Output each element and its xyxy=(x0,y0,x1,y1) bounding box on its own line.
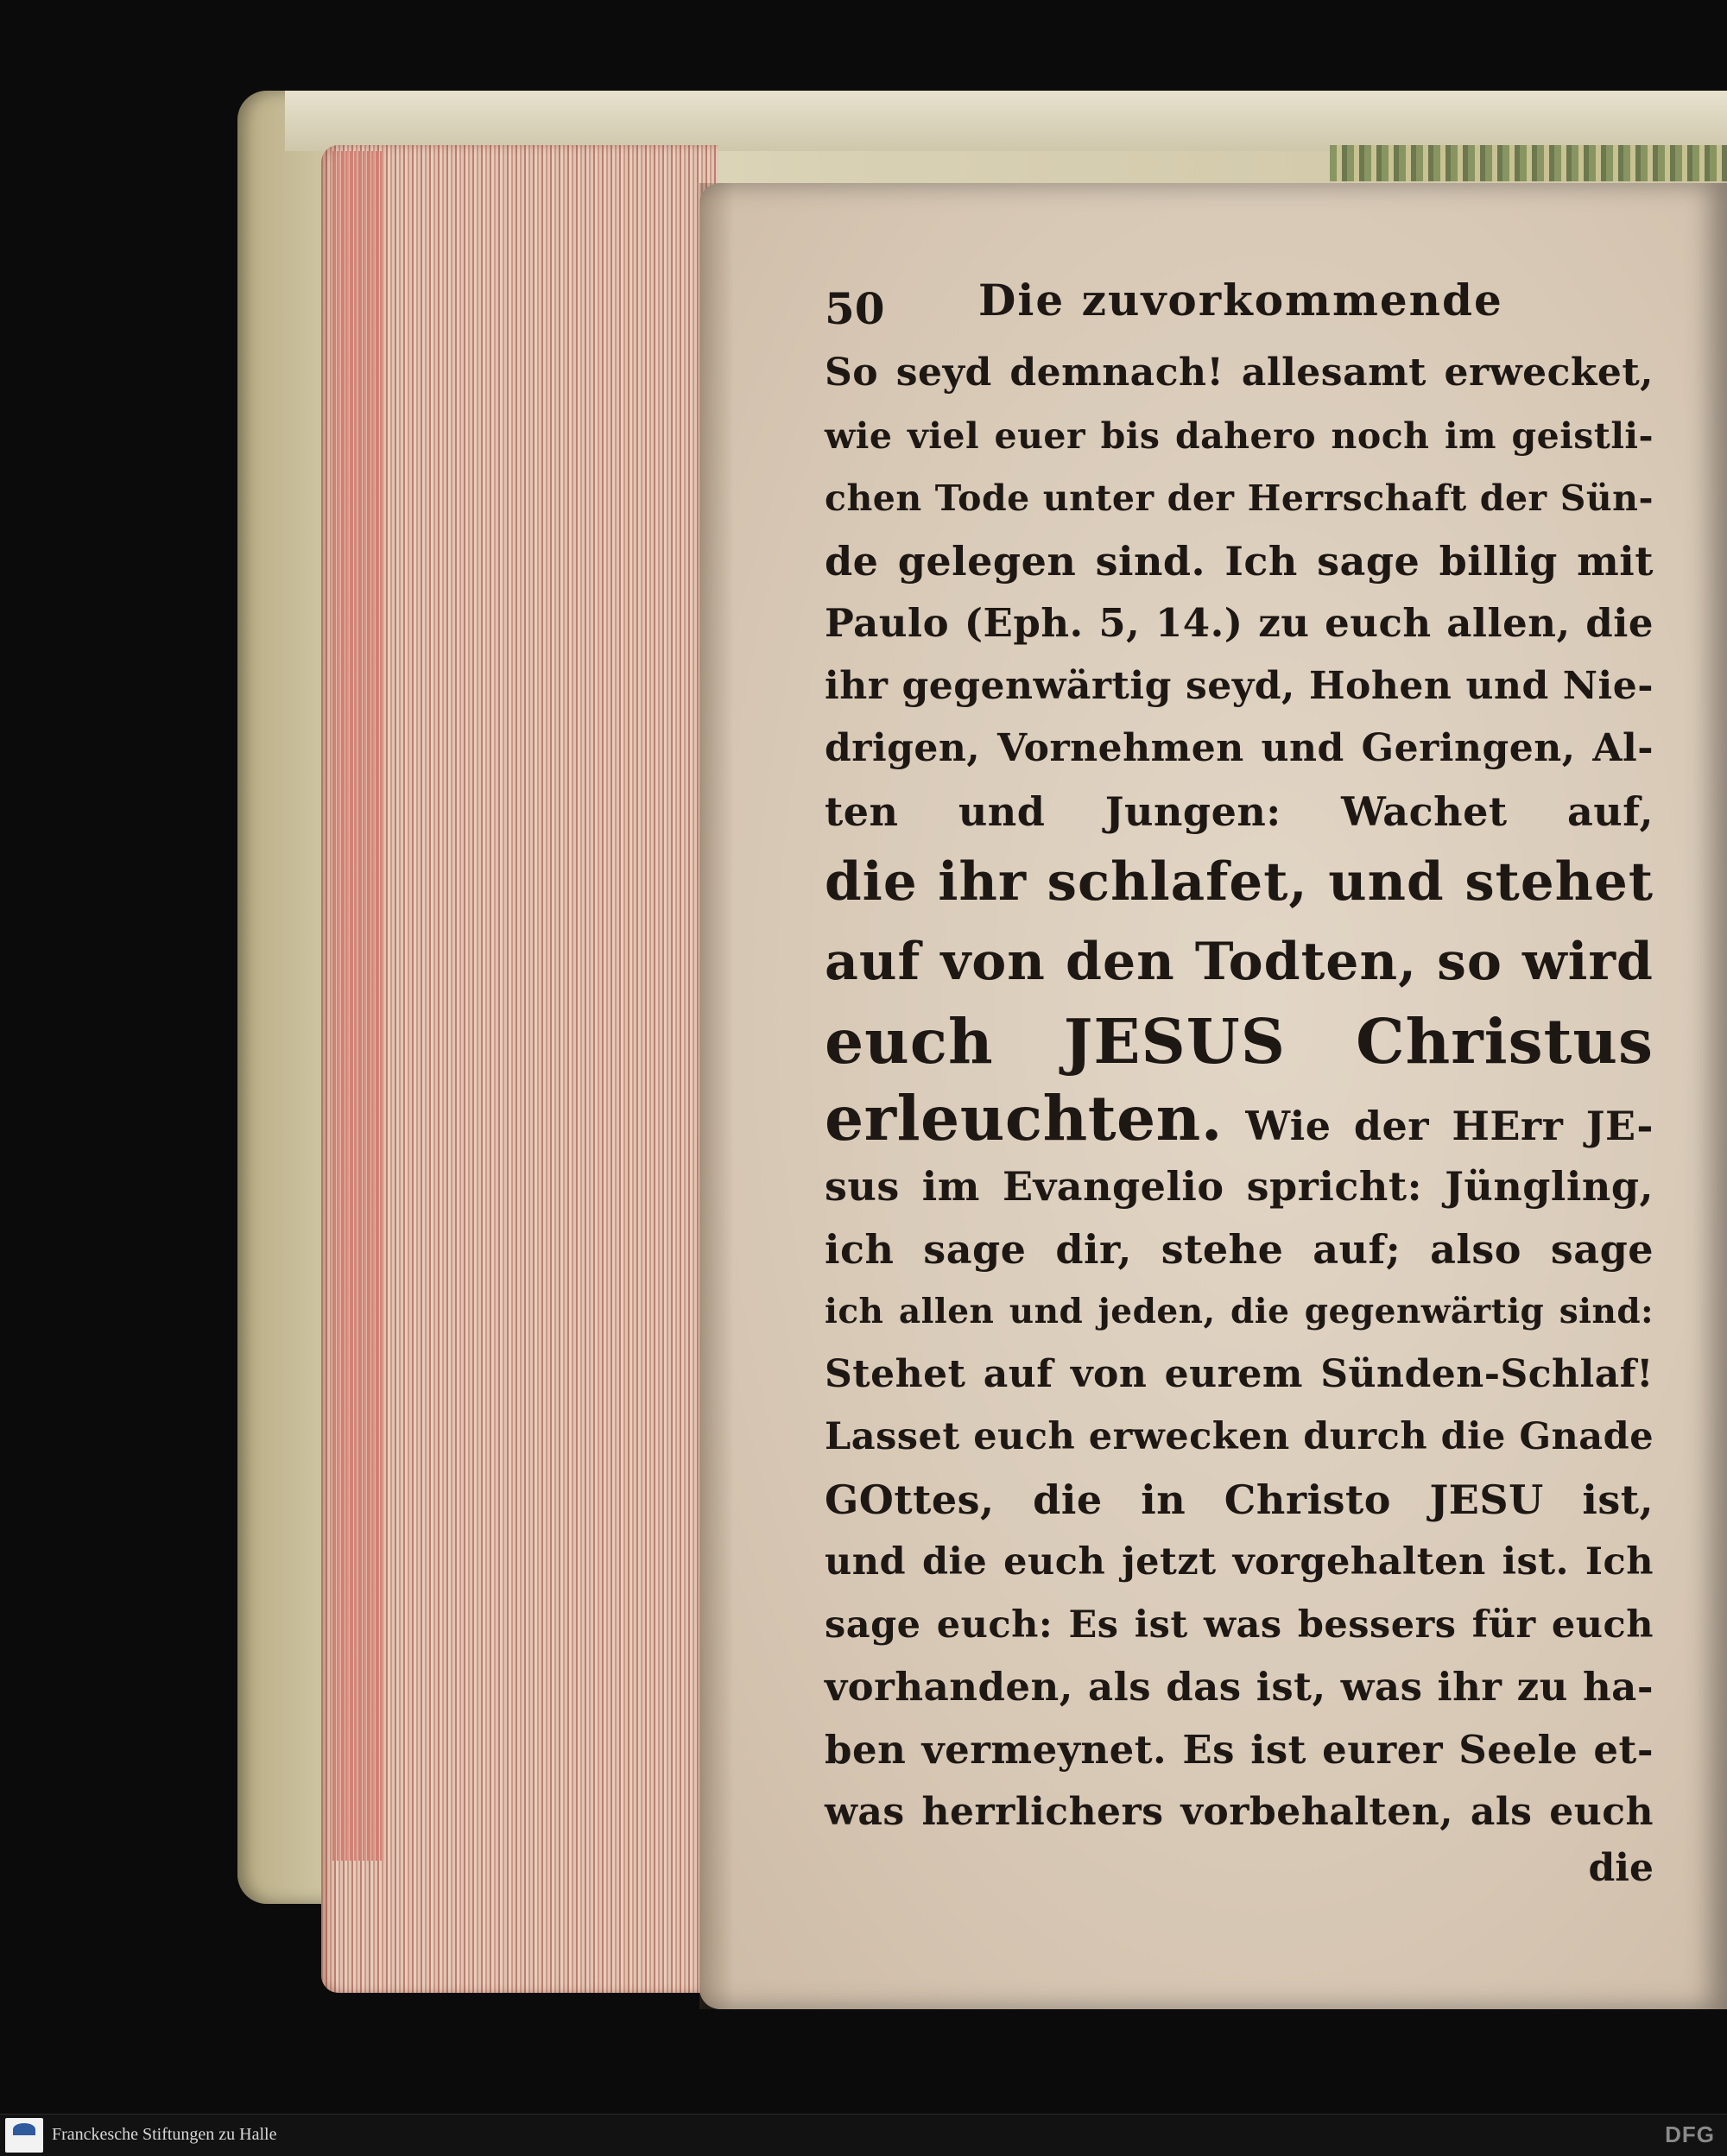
red-edge-stain xyxy=(332,151,384,1861)
text-line: Paulo (Eph. 5, 14.) zu euch allen, die xyxy=(825,600,1654,646)
catchword: die xyxy=(1588,1845,1654,1890)
institution-name: Franckesche Stiftungen zu Halle xyxy=(52,2125,277,2144)
text-line: ten und Jungen: Wachet auf, xyxy=(825,787,1654,835)
text-line: de gelegen sind. Ich sage billig mit xyxy=(825,537,1654,585)
running-head: Die zuvorkommende xyxy=(978,275,1503,326)
page-gutter-shadow xyxy=(699,183,734,2009)
emphasized-line: die ihr schlafet, und stehet xyxy=(825,851,1654,913)
dfg-mark: DFG xyxy=(1665,2121,1715,2147)
text-line: chen Tode unter der Herrschaft der Sün- xyxy=(825,477,1654,519)
text-line: vorhanden, als das ist, was ihr zu ha- xyxy=(825,1664,1654,1710)
institution-logo-icon xyxy=(5,2118,43,2153)
text-line: GOttes, die in Christo JESU ist, xyxy=(825,1476,1654,1523)
text-line: und die euch jetzt vorgehalten ist. Ich xyxy=(825,1540,1654,1584)
mixed-line xyxy=(825,1081,1654,1155)
text-line: ich allen und jeden, die gegenwärtig sind: xyxy=(825,1292,1654,1331)
text-fragment: Wie der HErr JE- xyxy=(1245,1103,1654,1149)
page-text xyxy=(825,275,1654,1893)
text-line: ihr gegenwärtig seyd, Hohen und Nie- xyxy=(825,663,1654,708)
text-line: sus im Evangelio spricht: Jüngling, xyxy=(825,1163,1654,1210)
text-line: ben vermeynet. Es ist eurer Seele et- xyxy=(825,1726,1654,1773)
viewer-footer xyxy=(0,2114,1727,2156)
page-header xyxy=(825,275,1654,342)
cover-top-edge xyxy=(285,91,1727,151)
text-line: So seyd demnach! allesamt erwecket, xyxy=(825,351,1654,395)
text-line: Lasset euch erwecken durch die Gnade xyxy=(825,1415,1654,1458)
text-line: ich sage dir, stehe auf; also sage xyxy=(825,1225,1654,1273)
emphasized-line: euch JESUS Christus xyxy=(825,1005,1654,1078)
emphasized-word: erleuchten. xyxy=(825,1082,1224,1154)
emphasized-line: auf von den Todten, so wird xyxy=(825,932,1654,992)
page-number: 50 xyxy=(825,283,885,334)
text-line: Stehet auf von eurem Sünden-Schlaf! xyxy=(825,1351,1654,1396)
text-line: was herrlichers vorbehalten, als euch xyxy=(825,1790,1654,1834)
headband xyxy=(1330,145,1727,181)
text-line: drigen, Vornehmen und Geringen, Al- xyxy=(825,726,1654,770)
text-line: sage euch: Es ist was bessers für euch xyxy=(825,1603,1654,1647)
text-line: wie viel euer bis dahero noch im geistli- xyxy=(825,414,1654,457)
